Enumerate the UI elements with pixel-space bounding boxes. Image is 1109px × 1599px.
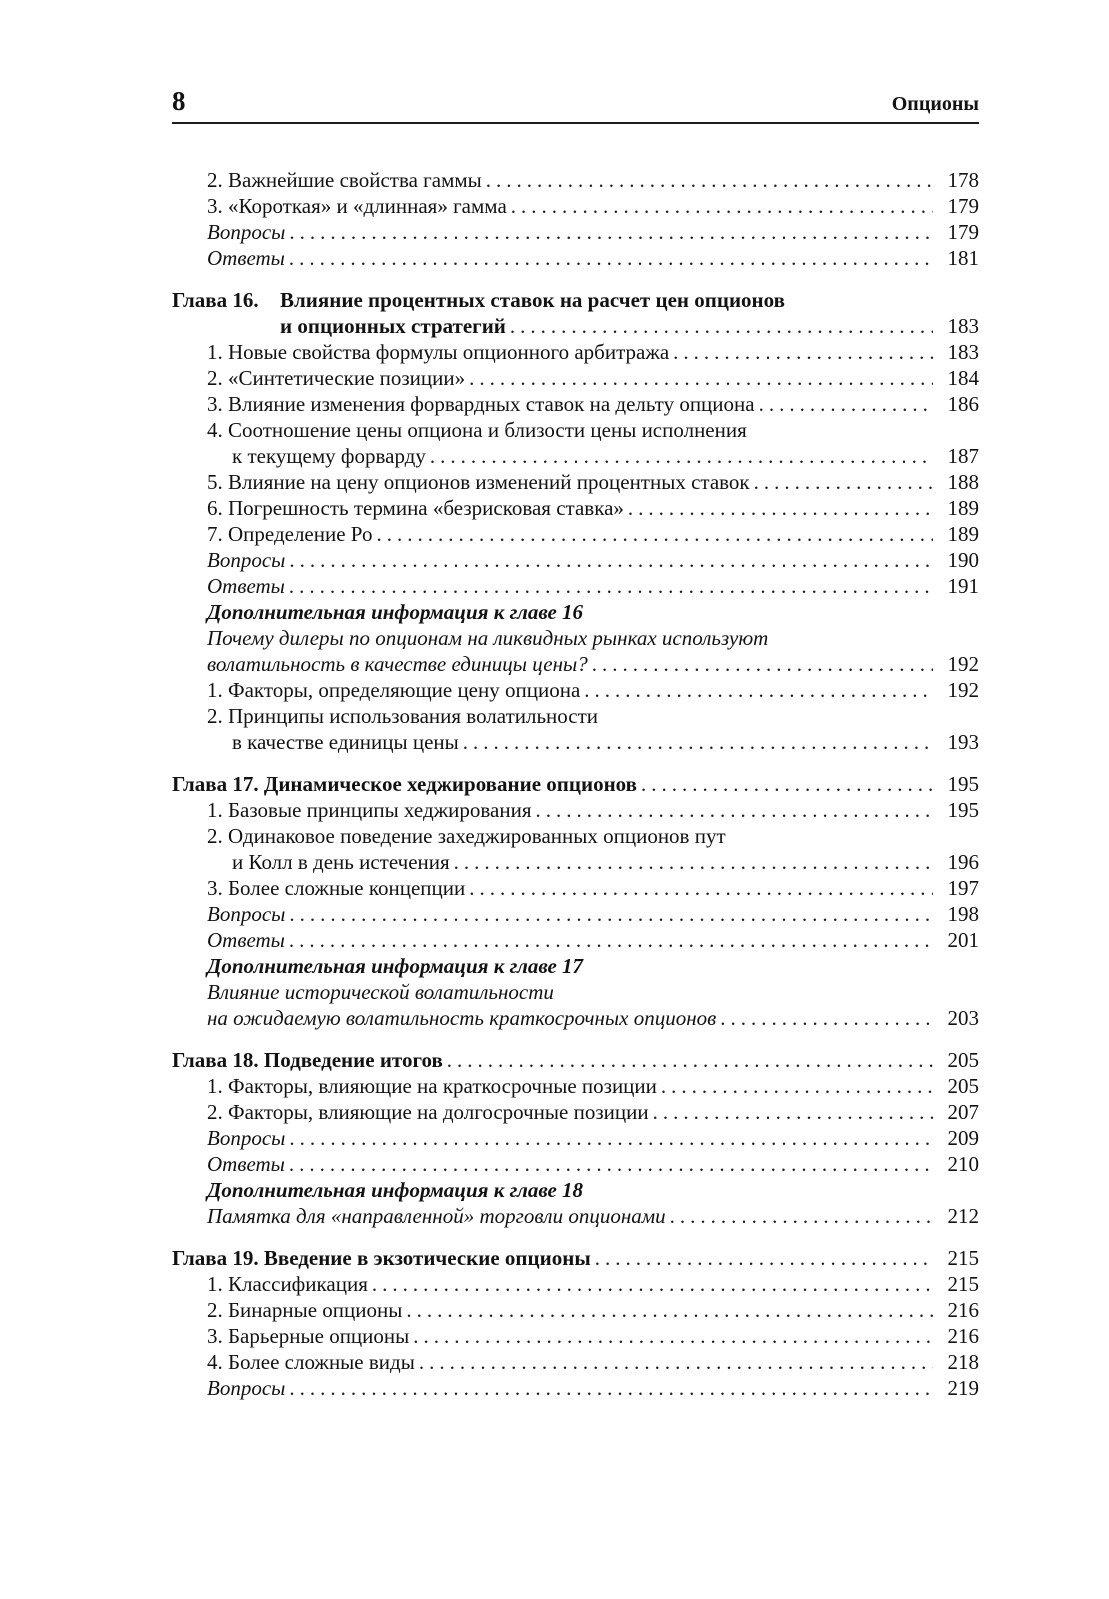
toc-page-number: 216 (947, 1324, 979, 1348)
toc-entry-text: 1. Факторы, определяющие цену опциона (207, 678, 581, 702)
page-header (172, 88, 979, 115)
chapter-prefix: Глава 16. (172, 288, 259, 312)
toc-page-number: 195 (947, 798, 979, 822)
toc-entry-text: Почему дилеры по опционам на ликвидных рынках используют (207, 626, 769, 650)
leader-dots (285, 901, 933, 927)
toc-row (172, 953, 979, 979)
leader-dots (285, 1151, 933, 1177)
leader-dots (465, 875, 933, 901)
toc-page-number: 181 (947, 246, 979, 270)
leader-dots (402, 1297, 933, 1323)
toc-entry-text: Ответы (207, 1152, 285, 1176)
toc-entry-text: 3. Влияние изменения форвардных ставок на дельту опциона (207, 392, 755, 416)
table-of-contents (172, 167, 979, 1401)
toc-page-number: 205 (947, 1074, 979, 1098)
toc-row (172, 1203, 979, 1229)
toc-row (172, 547, 979, 573)
toc-row (172, 1005, 979, 1031)
leader-dots (637, 771, 933, 797)
running-title: Опционы (891, 93, 979, 115)
toc-entry-text: Глава 18. Подведение итогов (172, 1048, 443, 1072)
toc-entry-text: Вопросы (207, 1376, 286, 1400)
leader-dots (666, 1203, 933, 1229)
toc-page-number: 216 (947, 1298, 979, 1322)
toc-entry-text: 2. Бинарные опционы (207, 1298, 403, 1322)
toc-row (172, 287, 979, 313)
toc-entry-text: и Колл в день истечения (232, 850, 450, 874)
toc-row (172, 797, 979, 823)
toc-entry-text: Памятка для «направленной» торговли опционами (207, 1204, 666, 1228)
toc-entry-text: Ответы (207, 246, 285, 270)
toc-page-number: 186 (947, 392, 979, 416)
toc-entry-text: 6. Погрешность термина «безрисковая ставка» (207, 496, 624, 520)
toc-row (172, 599, 979, 625)
toc-row (172, 245, 979, 271)
leader-dots (532, 797, 934, 823)
toc-page-number: 192 (947, 678, 979, 702)
toc-entry-text: 2. Принципы использования волатильности (207, 704, 599, 728)
leader-dots (443, 1047, 933, 1073)
toc-entry-text: 1. Новые свойства формулы опционного арбитража (207, 340, 670, 364)
toc-row (172, 729, 979, 755)
leader-dots (649, 1099, 933, 1125)
toc-entry-text: 3. «Короткая» и «длинная» гамма (207, 194, 507, 218)
toc-row (172, 1375, 979, 1401)
toc-row (172, 167, 979, 193)
toc-row (172, 901, 979, 927)
leader-dots (591, 1245, 933, 1271)
toc-page-number: 187 (947, 444, 979, 468)
leader-dots (669, 339, 933, 365)
leader-dots (285, 1125, 933, 1151)
toc-entry-text: Глава 19. Введение в экзотические опционы (172, 1246, 591, 1270)
leader-dots (285, 245, 933, 271)
toc-row (172, 573, 979, 599)
toc-entry-text: к текущему форварду (232, 444, 426, 468)
toc-row (172, 219, 979, 245)
leader-dots (285, 1375, 933, 1401)
toc-row (172, 443, 979, 469)
toc-page-number: 183 (947, 314, 979, 338)
toc-row (172, 625, 979, 651)
toc-row (172, 703, 979, 729)
toc-row (172, 979, 979, 1005)
leader-dots (465, 365, 933, 391)
toc-entry-text: 1. Факторы, влияющие на краткосрочные позиции (207, 1074, 657, 1098)
page-number: 8 (172, 86, 186, 116)
toc-row (172, 391, 979, 417)
toc-page-number: 184 (947, 366, 979, 390)
toc-page-number: 192 (947, 652, 979, 676)
toc-row (172, 313, 979, 339)
leader-dots (415, 1349, 933, 1375)
toc-row (172, 1177, 979, 1203)
toc-page-number: 203 (947, 1006, 979, 1030)
toc-row (172, 927, 979, 953)
toc-page-number: 210 (947, 1152, 979, 1176)
toc-entry-text: Вопросы (207, 548, 286, 572)
leader-dots (506, 313, 933, 339)
toc-entry-text: и опционных стратегий (280, 314, 506, 338)
toc-entry-text: 3. Более сложные концепции (207, 876, 466, 900)
toc-entry-text: 5. Влияние на цену опционов изменений процентных ставок (207, 470, 750, 494)
leader-dots (624, 495, 933, 521)
toc-row (172, 495, 979, 521)
toc-entry-text: 1. Базовые принципы хеджирования (207, 798, 532, 822)
toc-entry-text: 3. Барьерные опционы (207, 1324, 410, 1348)
leader-dots (426, 443, 933, 469)
toc-entry-text: на ожидаемую волатильность краткосрочных опционов (207, 1006, 717, 1030)
toc-page-number: 193 (947, 730, 979, 754)
toc-row (172, 1073, 979, 1099)
leader-dots (285, 927, 933, 953)
toc-row (172, 1245, 979, 1271)
toc-entry-text: в качестве единицы цены (232, 730, 459, 754)
toc-row (172, 469, 979, 495)
leader-dots (657, 1073, 933, 1099)
toc-page-number: 183 (947, 340, 979, 364)
leader-dots (755, 391, 933, 417)
leader-dots (507, 193, 933, 219)
toc-row (172, 417, 979, 443)
toc-entry-text: Вопросы (207, 902, 286, 926)
toc-row (172, 875, 979, 901)
toc-page-number: 207 (947, 1100, 979, 1124)
leader-dots (580, 677, 933, 703)
toc-page-number: 218 (947, 1350, 979, 1374)
leader-dots (450, 849, 933, 875)
toc-row (172, 1125, 979, 1151)
toc-entry-text: Дополнительная информация к главе 17 (207, 954, 584, 978)
toc-row (172, 771, 979, 797)
toc-row (172, 339, 979, 365)
toc-entry-text: Вопросы (207, 1126, 286, 1150)
toc-page-number: 209 (947, 1126, 979, 1150)
toc-entry-text: Влияние процентных ставок на расчет цен опционов (280, 288, 785, 312)
toc-row (172, 1151, 979, 1177)
toc-page-number: 190 (947, 548, 979, 572)
toc-page-number: 212 (947, 1204, 979, 1228)
toc-entry-text: 2. Факторы, влияющие на долгосрочные позиции (207, 1100, 649, 1124)
toc-row (172, 1271, 979, 1297)
toc-page-number: 178 (947, 168, 979, 192)
leader-dots (588, 651, 933, 677)
leader-dots (285, 219, 933, 245)
toc-page-number: 195 (947, 772, 979, 796)
toc-page-number: 219 (947, 1376, 979, 1400)
leader-dots (372, 521, 933, 547)
leader-dots (285, 573, 933, 599)
toc-row (172, 823, 979, 849)
toc-page-number: 191 (947, 574, 979, 598)
leader-dots (368, 1271, 933, 1297)
toc-entry-text: Ответы (207, 928, 285, 952)
toc-page-number: 198 (947, 902, 979, 926)
leader-dots (482, 167, 933, 193)
toc-entry-text: 2. Одинаковое поведение захеджированных опционов пут (207, 824, 726, 848)
toc-row (172, 1047, 979, 1073)
toc-page-number: 189 (947, 522, 979, 546)
toc-row (172, 193, 979, 219)
leader-dots (716, 1005, 933, 1031)
toc-page-number: 179 (947, 194, 979, 218)
toc-entry-text: Вопросы (207, 220, 286, 244)
toc-row (172, 521, 979, 547)
toc-page-number: 215 (947, 1246, 979, 1270)
toc-row (172, 651, 979, 677)
toc-row (172, 849, 979, 875)
toc-entry-text: Дополнительная информация к главе 16 (207, 600, 584, 624)
toc-entry-text: 2. «Синтетические позиции» (207, 366, 466, 390)
toc-page-number: 205 (947, 1048, 979, 1072)
toc-entry-text: Глава 17. Динамическое хеджирование опционов (172, 772, 638, 796)
toc-page-number: 189 (947, 496, 979, 520)
leader-dots (285, 547, 933, 573)
toc-entry-text: 2. Важнейшие свойства гаммы (207, 168, 482, 192)
toc-page-number: 201 (947, 928, 979, 952)
toc-row (172, 1349, 979, 1375)
toc-page-number: 197 (947, 876, 979, 900)
toc-entry-text: Влияние исторической волатильности (207, 980, 554, 1004)
toc-row (172, 1297, 979, 1323)
toc-entry-text: Ответы (207, 574, 285, 598)
toc-page-number: 188 (947, 470, 979, 494)
toc-entry-text: Дополнительная информация к главе 18 (207, 1178, 584, 1202)
toc-row (172, 677, 979, 703)
toc-page-number: 196 (947, 850, 979, 874)
toc-entry-text: 4. Более сложные виды (207, 1350, 415, 1374)
toc-row (172, 1323, 979, 1349)
toc-entry-text: 4. Соотношение цены опциона и близости цены исполнения (207, 418, 747, 442)
toc-row (172, 1099, 979, 1125)
toc-page-number: 179 (947, 220, 979, 244)
leader-dots (459, 729, 933, 755)
toc-page-number: 215 (947, 1272, 979, 1296)
toc-entry-text: 7. Определение Ро (207, 522, 373, 546)
toc-entry-text: 1. Классификация (207, 1272, 368, 1296)
toc-row (172, 365, 979, 391)
header-rule (172, 122, 979, 124)
leader-dots (409, 1323, 933, 1349)
toc-entry-text: волатильность в качестве единицы цены? (207, 652, 588, 676)
leader-dots (750, 469, 933, 495)
